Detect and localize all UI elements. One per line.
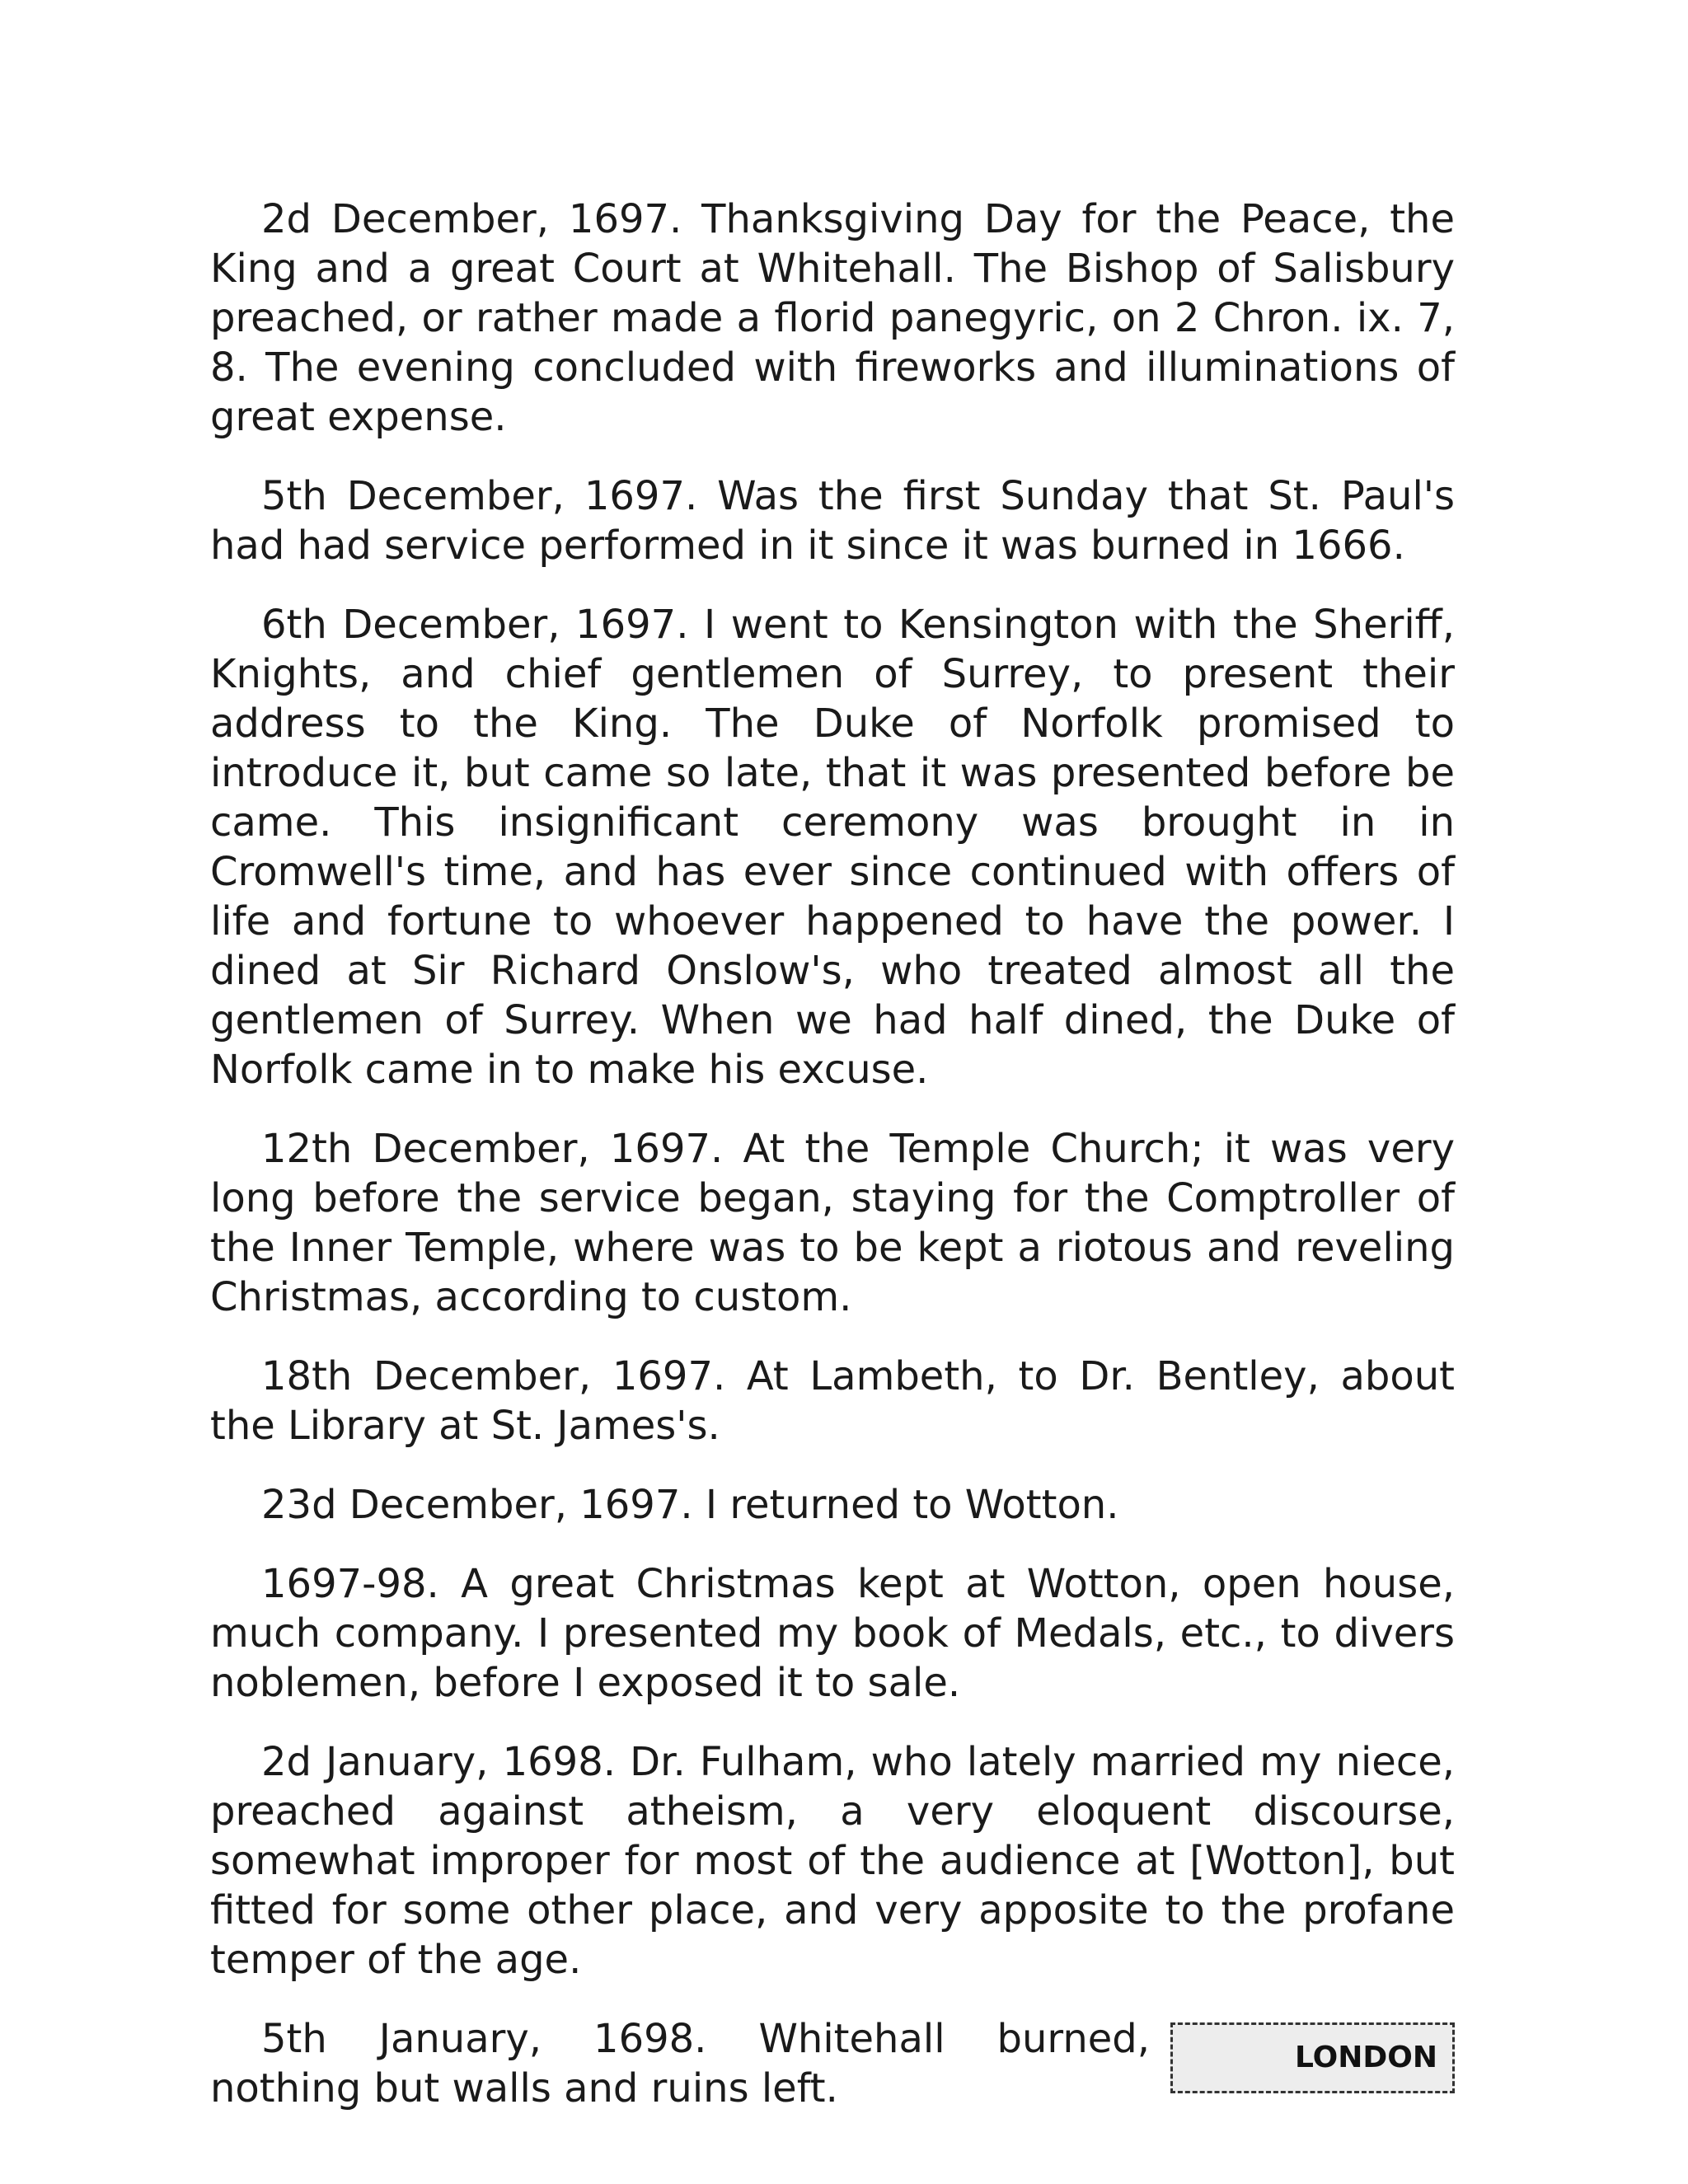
journal-entry-1: 2d December, 1697. Thanksgiving Day for the Peace, the King and a great Court at Whitehall. The Bishop of Salisbury preached, or rather made a florid panegyric, on 2 Chron. ix. 7, 8. The evening concluded with fireworks and illuminations of great expense. — [210, 196, 1455, 440]
journal-entry-3: 6th December, 1697. I went to Kensington with the Sheriff, Knights, and chief gentlemen of Surrey, to present their address to the King. The Duke of Norfolk promised to introduce it, but came so late, that it was presented before be came. This insignificant ceremony was brought in in Cromwell's time, and has ever since continued with offers of life and fortune to whoever happened to have the power. I dined at Sir Richard Onslow's, who treated almost all the gentlemen of Surrey. When we had half dined, the Duke of Norfolk came in to make his excuse. — [210, 602, 1455, 1093]
journal-entry-2: 5th December, 1697. Was the first Sunday that St. Paul's had had service performed in it since it was burned in 1666. — [210, 473, 1455, 569]
journal-entry-5: 18th December, 1697. At Lambeth, to Dr. Bentley, about the Library at St. James's. — [210, 1353, 1455, 1449]
journal-entry-9: 5th January, 1698. Whitehall burned, nothing but walls and ruins left. — [210, 2016, 1150, 2111]
location-sidenote: LONDON — [1170, 2022, 1455, 2093]
journal-entry-6: 23d December, 1697. I returned to Wotton. — [261, 1482, 1119, 1528]
journal-entry-7: 1697-98. A great Christmas kept at Wotton, open house, much company. I presented my book of Medals, etc., to divers noblemen, before I exposed it to sale. — [210, 1561, 1455, 1706]
final-entry-block — [210, 2014, 1455, 2113]
journal-entry-8: 2d January, 1698. Dr. Fulham, who lately married my niece, preached against atheism, a very eloquent discourse, somewhat improper for most of the audience at [Wotton], but fitted for some other place, and very apposite to the profane temper of the age. — [210, 1739, 1455, 1983]
journal-page — [210, 194, 1455, 2113]
journal-entry-4: 12th December, 1697. At the Temple Church; it was very long before the service began, staying for the Comptroller of the Inner Temple, where was to be kept a riotous and reveling Christmas, according to custom. — [210, 1126, 1455, 1320]
